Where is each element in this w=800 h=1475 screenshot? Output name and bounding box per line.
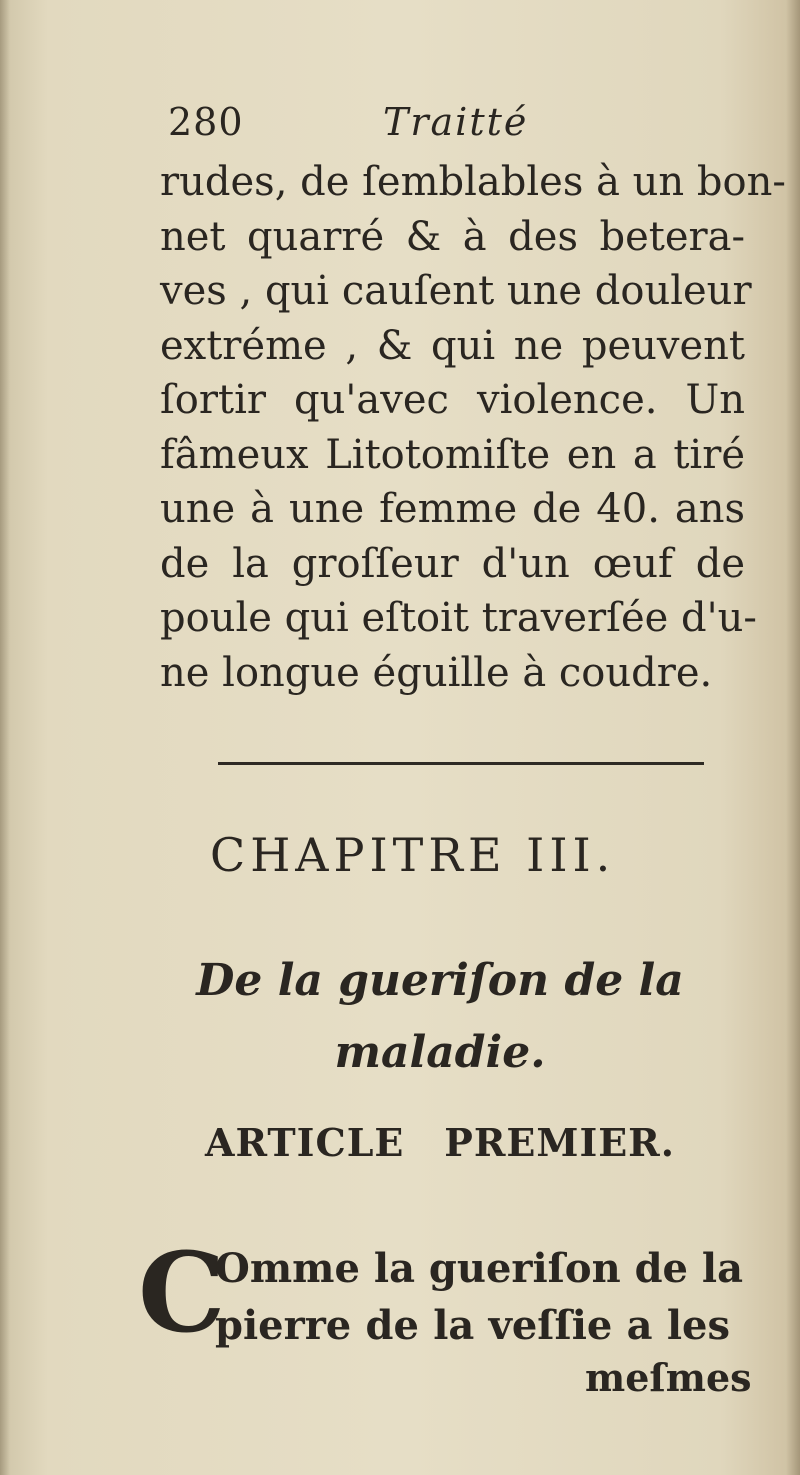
text-line: ne longue éguille à coudre.: [160, 649, 713, 696]
text-line: rudes, de ſemblables à un bon-: [160, 159, 786, 205]
article-heading: ARTICLE PREMIER.: [205, 1120, 675, 1165]
page-header: [168, 100, 728, 150]
text-line: une à une femme de 40. ans: [160, 486, 745, 532]
drop-cap-initial: C: [138, 1228, 226, 1357]
body-text: [160, 155, 786, 700]
section-heading-line: maladie.: [334, 1027, 546, 1078]
text-line: fâmeux Litotomiſte en a tiré: [160, 431, 745, 478]
page-gutter-shadow: [0, 0, 10, 1475]
chapter-heading: CHAPITRE III.: [210, 828, 616, 882]
section-heading: [160, 945, 720, 1089]
section-heading-line: De la gueriſon de la: [196, 955, 684, 1006]
section-divider-rule: [218, 762, 704, 765]
text-line: poule qui eſtoit traverſée d'u-: [160, 595, 757, 641]
page-edge-shadow: [786, 0, 800, 1475]
text-line: extréme , & qui ne peuvent: [160, 322, 745, 369]
text-line: Omme la gueriſon de la: [215, 1245, 744, 1292]
text-line: pierre de la veſſie a les: [215, 1302, 730, 1349]
catchword: meſmes: [585, 1355, 752, 1400]
text-line: de la groſſeur d'un œuf de: [160, 540, 745, 587]
running-title: Traitté: [383, 100, 529, 144]
page-number: 280: [168, 100, 244, 144]
text-line: ves , qui cauſent une douleur: [160, 268, 752, 314]
opening-paragraph: [215, 1240, 744, 1354]
text-line: ſortir qu'avec violence. Un: [160, 377, 745, 423]
text-line: net quarré & à des betera-: [160, 213, 745, 260]
